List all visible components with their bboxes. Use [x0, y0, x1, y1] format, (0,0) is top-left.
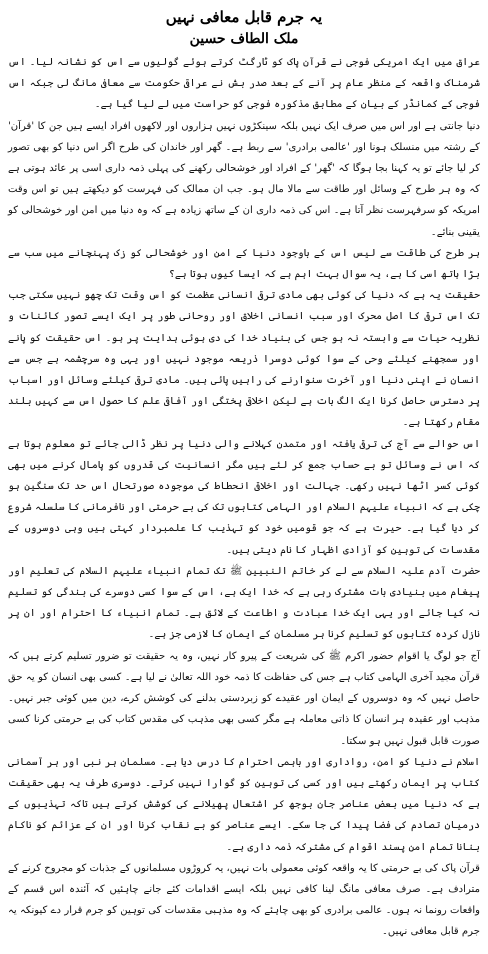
article-paragraph: ہر طرح کی طاقت سے لیس اس کے باوجود دنیا کے امن اور خوشحالی کو زک پہنچانے میں سب سے بڑا ہاتھ اسی کا ہے، یہ سوال بہت اہم ہے کہ ایسا کیوں ہوتا ہے؟: [8, 247, 480, 281]
article-headline: یہ جرم قابل معافی نہیں: [165, 8, 323, 26]
article-paragraph: عراق میں ایک امریکی فوجی نے قرآن پاک کو ٹارگٹ کرتے ہوئے گولیوں سے اس کو نشانہ لیا۔ اس شرمناک واقعہ کے منظر عام پر آنے کے بعد صدر بش نے عراقی حکومت سے معافی مانگ لی جبکہ اس فوجی کے کمانڈر کے بیان کے مطابق مذکورہ فوجی کو حراست میں لے لیا گیا ہے۔: [8, 57, 480, 111]
article-author: ملک الطاف حسین: [189, 31, 299, 47]
article-paragraph: حقیقت یہ ہے کہ دنیا کی کوئی بھی مادی ترقی انسانی عظمت کو اس وقت تک چھو نہیں سکتی جب تک اس ترقی کا اصل محرک اور سبب انسانی اخلاق اور روحانی طور پر ایک ایسے تصور کائنات و نظریہ حیات سے وابستہ نہ ہو جس کی بنیاد خدا کی دی ہوئی ہدایت پر ہو۔ اس حقیقت کو پانے اور سمجھنے کیلئے وحی کے سوا کوئی دوسرا ذریعہ موجود نہیں اور یہی وہ سرچشمہ ہے جس سے انسان نے اپنی دنیا اور آخرت سنوارنے کی راہیں پائی ہیں۔ مادی ترقی کیلئے وسائل اور اسباب پر دسترس حاصل کرنا ایک الگ بات ہے لیکن اخلاقی پختگی اور آفاقی علم کا حصول اس سے کہیں بلند مقام رکھتا ہے۔: [8, 290, 480, 429]
article-paragraph: قرآن پاک کی بے حرمتی کا یہ واقعہ کوئی معمولی بات نہیں، یہ کروڑوں مسلمانوں کے جذبات کو مجروح کرنے کے مترادف ہے۔ صرف معافی مانگ لینا کافی نہیں بلکہ ایسے اقدامات کئے جانے چاہئیں کہ آئندہ اس قسم کے واقعات رونما نہ ہوں۔ عالمی برادری کو بھی چاہئے کہ وہ مذہبی مقدسات کی توہین کو جرم قرار دے کیونکہ یہ جرم قابل معافی نہیں۔: [8, 862, 480, 938]
article-paragraph: اسلام نے دنیا کو امن، رواداری اور باہمی احترام کا درس دیا ہے۔ مسلمان ہر نبی اور ہر آسمانی کتاب پر ایمان رکھتے ہیں اور کسی کی توہین کو گوارا نہیں کرتے۔ دوسری طرف یہ بھی حقیقت ہے کہ دنیا میں بعض عناصر جان بوجھ کر اشتعال پھیلانے کی کوشش کرتے ہیں تاکہ تہذیبوں کے درمیان تصادم کی فضا پیدا کی جا سکے۔ ایسے عناصر کو بے نقاب کرنا اور ان کے عزائم کو ناکام بنانا تمام امن پسند اقوام کی مشترکہ ذمہ داری ہے۔: [8, 756, 480, 853]
article-body: [8, 52, 480, 943]
article-paragraph: حضرت آدم علیہ السلام سے لے کر خاتم النبیین ﷺ تک تمام انبیاء علیہم السلام کی تعلیم اور پیغام میں بنیادی بات مشترک رہی ہے کہ خدا ایک ہے، اس کے سوا کسی دوسرے کی بندگی کو تسلیم نہ کیا جائے اور یہی ایک خدا عبادت و اطاعت کے لائق ہے۔ تمام انبیاء کا احترام اور ان پر نازل کردہ کتابوں کو تسلیم کرنا ہر مسلمان کے ایمان کا لازمی جز ہے۔: [8, 565, 480, 641]
article-paragraph: دنیا جانتی ہے اور اس میں صرف ایک نہیں بلکہ سینکڑوں نہیں ہزاروں اور لاکھوں افراد ایسے ہیں جن کا 'قرآن' کے رشتہ میں منسلک ہونا اور 'عالمی برادری' سے ربط ہے۔ گھر اور خاندان کی طرح اگر اس دنیا کو بھی تصور کر لیا جائے تو یہ کہنا بجا ہوگا کہ 'گھر' کے افراد اور خوشحالی رکھنے کی پہلی ذمہ داری اسی پر عائد ہوتی ہے کہ وہ ہر طرح کے وسائل اور طاقت سے مالا مال ہو۔ جب ان ممالک کی فہرست کو دیکھتے ہیں تو اس وقت امریکہ کو سرفہرست نظر آتا ہے۔ اس کی ذمہ داری ان کے ساتھ زیادہ ہے کہ وہ دنیا میں امن اور خوشحالی کو یقینی بنائے۔: [8, 120, 480, 238]
article-paragraph: آج جو لوگ یا اقوام حضور اکرم ﷺ کی شریعت کے پیرو کار نہیں، وہ یہ حقیقت تو ضرور تسلیم کرتے ہیں کہ قرآن مجید آخری الہامی کتاب ہے جس کی حفاظت کا ذمہ خود اللہ تعالیٰ نے لیا ہے۔ کسی بھی انسان کو یہ حق حاصل نہیں کہ وہ دوسروں کے ایمان اور عقیدے کو زبردستی بدلنے کی کوشش کرے، دین میں کوئی جبر نہیں۔ مذہب اور عقیدہ ہر انسان کا ذاتی معاملہ ہے مگر کسی بھی مذہب کی مقدس کتاب کی بے حرمتی کرنا کسی صورت قابل قبول نہیں ہو سکتا۔: [8, 650, 480, 747]
article-paragraph: اس حوالے سے آج کی ترقی یافتہ اور متمدن کہلانے والی دنیا پر نظر ڈالی جائے تو معلوم ہوتا ہے کہ اس نے وسائل تو بے حساب جمع کر لئے ہیں مگر انسانیت کی قدروں کو پامال کرنے میں بھی کوئی کسر اٹھا نہیں رکھی۔ جہالت اور اخلاقی انحطاط کی موجودہ صورتحال اس حد تک سنگین ہو چکی ہے کہ انبیاء علیہم السلام اور الہامی کتابوں تک کی بے حرمتی اور نافرمانی کا سلسلہ شروع کر دیا گیا ہے۔ حیرت ہے کہ جو قومیں خود کو تہذیب کا علمبردار کہتی ہیں وہی دوسروں کے مقدسات کی توہین کو آزادی اظہار کا نام دیتی ہیں۔: [8, 438, 480, 556]
